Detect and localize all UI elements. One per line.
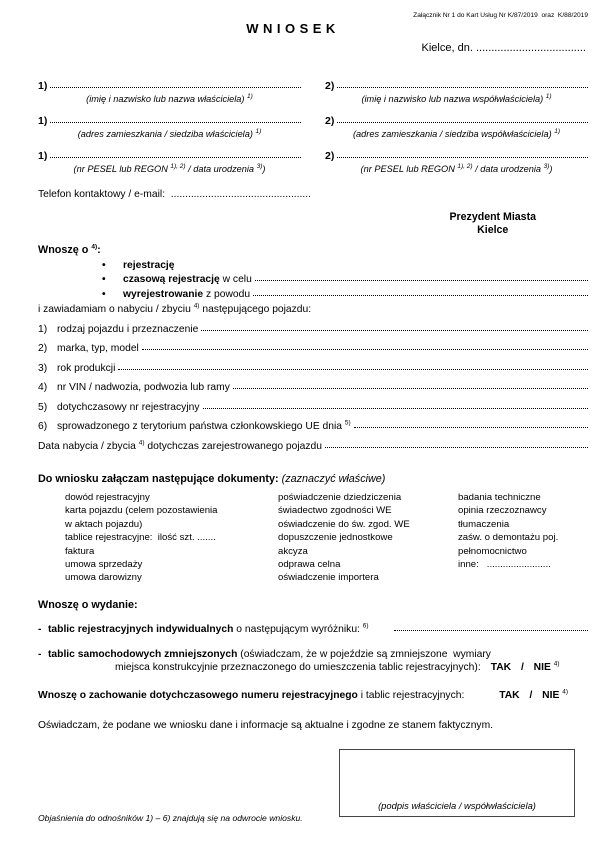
field-caption: (nr PESEL lub REGON $^{1), 2)}$ / data urodzenia $^{3)}$) (360, 162, 553, 174)
field-caption: (adres zamieszkania / siedziba właściciela) $^{1)}$ (77, 127, 262, 139)
acquisition-date-field: Data nabycia / zbycia $^{4)}$ dotychczas zarejestrowanego pojazdu (38, 439, 322, 452)
request-closing: i zawiadamiam o nabyciu / zbyciu $^{4)}$ następującego pojazdu: (38, 302, 312, 315)
document-option: badania techniczne (458, 492, 541, 503)
individual-plates-item: - tablic rejestracyjnych indywidualnych o następującym wyróżniku: $^{6)}$ (38, 622, 369, 635)
document-option: oświadczenie do św. zgod. WE (278, 518, 410, 530)
date-label: Kielce, dn. (421, 42, 473, 54)
bullet-icon: • (102, 259, 106, 271)
field-number: 2) (325, 80, 335, 92)
request-heading: Wnoszę o $^{4)}$: (38, 243, 101, 256)
recipient-line2: Kielce (477, 224, 509, 236)
field-caption: (imię i nazwisko lub nazwa współwłaściciela) $^{1)}$ (361, 92, 552, 104)
contact-field (38, 189, 588, 200)
documents-column-1 (65, 491, 278, 585)
document-option: tablice rejestracyjne: ilość szt. ....... (65, 532, 216, 544)
recipient-line1: Prezydent Miasta (449, 211, 536, 223)
document-option: akcyza (278, 545, 308, 557)
date-field (422, 42, 586, 54)
document-option: umowa sprzedaży (65, 559, 143, 571)
retention-choice: TAK / NIE (499, 689, 560, 701)
document-option: tłumaczenia (458, 518, 510, 530)
document-option: świadectwo zgodności WE (278, 505, 392, 517)
document-option: poświadczenie dziedziczenia (278, 492, 402, 503)
request-options (38, 260, 588, 300)
field-number: 1) (38, 80, 48, 92)
vehicle-import-field: 6) sprowadzonego z terytorium państwa członkowskiego UE dnia $^{5)}$ (38, 419, 351, 432)
contact-blank: ................................................. (170, 189, 311, 200)
dash-bullet: - (38, 623, 42, 635)
document-option: zaśw. o demontażu poj. (458, 532, 559, 544)
coowner-pesel-field (325, 150, 588, 174)
form-footer (38, 739, 588, 849)
document-option: oświadczenie importera (278, 572, 379, 584)
vehicle-vin-field: 4) nr VIN / nadwozia, podwozia lub ramy (38, 382, 230, 393)
bullet-icon: • (102, 288, 106, 300)
form-header (38, 8, 588, 60)
field-caption: (imię i nazwisko lub nazwa właściciela) $^{1)}$ (86, 92, 253, 104)
document-option: odprawa celna (278, 559, 341, 571)
signature-caption: (podpis właściciela / współwłaściciela) (378, 799, 536, 811)
document-option: karta pojazdu (celem pozostawienia (65, 505, 218, 517)
issuance-heading: Wnoszę o wydanie: (38, 598, 138, 611)
field-number: 1) (38, 150, 48, 162)
document-option: w aktach pojazdu) (65, 518, 143, 530)
vehicle-plate-field: 5) dotychczasowy nr rejestracyjny (38, 401, 200, 413)
reduced-plates-item: - tablic samochodowych zmniejszonych (oświadczam, że w pojeździe są zmniejszone wymiary miejsca konstrukcyjnie przeznaczonego do umieszczenia tablic rejestracyjnych): TAK / NIE $^{4)}$ (38, 648, 560, 673)
signature-box (339, 749, 575, 817)
recipient-block (449, 211, 536, 237)
owner-name-field (38, 80, 301, 104)
dash-bullet: - (38, 648, 42, 660)
reduced-plates-choice: TAK / NIE (490, 661, 551, 673)
documents-columns (38, 491, 588, 585)
page-title: WNIOSEK (246, 21, 340, 36)
vehicle-make-field: 2) marka, typ, model (38, 343, 139, 354)
vehicle-section (38, 324, 588, 461)
documents-column-3 (458, 491, 588, 585)
owner-pesel-row (38, 150, 588, 174)
field-caption: (adres zamieszkania / siedziba współwłaściciela) $^{1)}$ (353, 127, 560, 139)
coowner-address-field (325, 115, 588, 139)
owner-address-row (38, 115, 588, 139)
bullet-icon: • (102, 274, 106, 285)
owner-address-field (38, 115, 301, 139)
option-registration: • rejestrację (102, 259, 175, 271)
field-number: 2) (325, 150, 335, 162)
option-temporary-registration: • czasową rejestrację w celu (102, 274, 252, 285)
owner-section (38, 80, 588, 174)
document-option: dopuszczenie jednostkowe (278, 532, 393, 544)
documents-column-2 (278, 491, 458, 585)
owner-name-row (38, 80, 588, 104)
document-option: opinia rzeczoznawcy (458, 505, 547, 517)
field-caption: (nr PESEL lub REGON $^{1), 2)}$ / data urodzenia $^{3)}$) (73, 162, 266, 174)
declaration-text: Oświadczam, że podane we wniosku dane i informacje są aktualne i zgodne ze stanem faktycznym. (38, 719, 494, 731)
attachment-note: Załącznik Nr 1 do Kart Usług Nr K/87/2019 oraz K/88/2019 (413, 12, 588, 19)
footnote: Objaśnienia do odnośników 1) – 6) znajdują się na odwrocie wniosku. (38, 812, 303, 823)
document-option-other: inne: ........................ (458, 559, 551, 571)
document-option: umowa darowizny (65, 572, 142, 584)
document-option: pełnomocnictwo (458, 545, 527, 557)
contact-label: Telefon kontaktowy / e-mail: (38, 189, 166, 200)
retention-line: Wnoszę o zachowanie dotychczasowego numeru rejestracyjnego i tablic rejestracyjnych: TAK / NIE $^{4)}$ (38, 688, 568, 701)
coowner-name-field (325, 80, 588, 104)
field-number: 1) (38, 115, 48, 127)
option-deregistration: • wyrejestrowanie z powodu (102, 288, 251, 300)
document-option: dowód rejestracyjny (65, 492, 150, 503)
owner-pesel-field (38, 150, 301, 174)
date-blank: .................................... (475, 42, 586, 54)
documents-heading: Do wniosku załączam następujące dokumenty: (zaznaczyć właściwe) (38, 473, 386, 485)
field-number: 2) (325, 115, 335, 127)
document-option: faktura (65, 545, 95, 557)
vehicle-year-field: 3) rok produkcji (38, 362, 116, 374)
vehicle-type-field: 1) rodzaj pojazdu i przeznaczenie (38, 323, 199, 335)
